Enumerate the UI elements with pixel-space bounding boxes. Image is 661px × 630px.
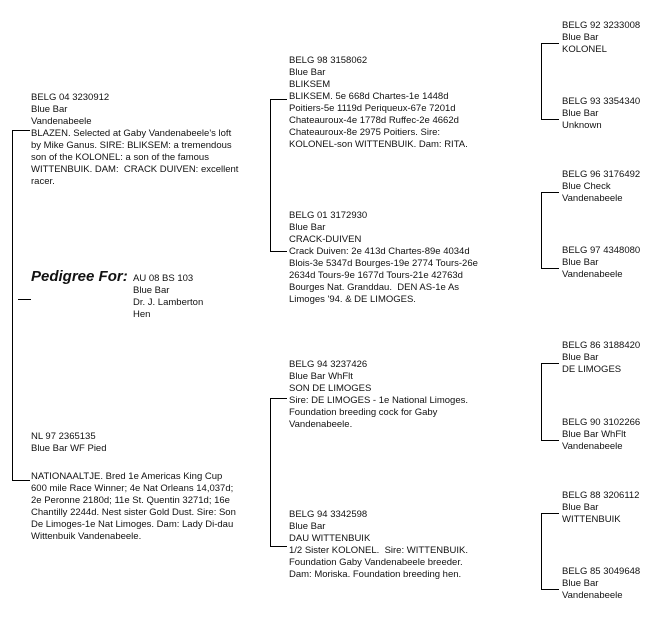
bracket-line — [12, 130, 30, 131]
ggp-card — [562, 96, 640, 132]
sire-sire-color: Blue Bar — [289, 67, 326, 78]
bracket-line — [541, 363, 559, 364]
bracket-line — [541, 513, 542, 589]
subject-sex: Hen — [133, 309, 151, 320]
bracket-line — [270, 99, 287, 100]
sire-sire-card — [289, 55, 468, 151]
ggp-band: BELG 86 3188420 — [562, 340, 641, 351]
bracket-line — [270, 398, 271, 546]
dam-dam-notes: 1/2 Sister KOLONEL. Sire: WITTENBUIK. Foundation Gaby Vandenabeele breeder. Dam: Moriska. Foundation breeding hen. — [289, 545, 468, 580]
sire-dam-color: Blue Bar — [289, 222, 326, 233]
ggp-band: BELG 88 3206112 — [562, 490, 640, 501]
ggp-band: BELG 85 3049648 — [562, 566, 641, 577]
ggp-color: Blue Bar — [562, 32, 599, 43]
ggp-color: Blue Bar — [562, 257, 599, 268]
sire-dam-band: BELG 01 3172930 — [289, 210, 368, 221]
ggp-card — [562, 566, 640, 602]
ggp-name: WITTENBUIK — [562, 514, 621, 525]
bracket-line — [12, 480, 30, 481]
bracket-line — [270, 398, 287, 399]
ggp-color: Blue Check — [562, 181, 611, 192]
ggp-card — [562, 417, 640, 453]
ggp-name: Vandenabeele — [562, 441, 623, 452]
sire-sire-name: BLIKSEM — [289, 79, 331, 90]
sire-dam-card — [289, 210, 478, 306]
dam-dam-band: BELG 94 3342598 — [289, 509, 368, 520]
ggp-color: Blue Bar — [562, 578, 599, 589]
bracket-line — [541, 43, 542, 119]
dam-band: NL 97 2365135 — [31, 431, 96, 442]
dam-sire-name: SON DE LIMOGES — [289, 383, 372, 394]
sire-card — [31, 92, 238, 188]
subject-band: AU 08 BS 103 — [133, 273, 194, 284]
ggp-band: BELG 92 3233008 — [562, 20, 641, 31]
ggp-band: BELG 90 3102266 — [562, 417, 641, 428]
ggp-card — [562, 20, 640, 56]
bracket-line — [270, 546, 287, 547]
dam-color: Blue Bar WF Pied — [31, 443, 107, 454]
ggp-color: Blue Bar — [562, 502, 599, 513]
ggp-name: Vandenabeele — [562, 269, 623, 280]
bracket-line — [270, 251, 287, 252]
sire-sire-band: BELG 98 3158062 — [289, 55, 368, 66]
dam-sire-notes: Sire: DE LIMOGES - 1e National Limoges. Foundation breeding cock for Gaby Vandenabeele. — [289, 395, 468, 430]
ggp-name: KOLONEL — [562, 44, 607, 55]
bracket-line — [541, 513, 559, 514]
bracket-line — [541, 192, 559, 193]
sire-dam-notes: Crack Duiven: 2e 413d Chartes-89e 4034d Blois-3e 5347d Bourges-19e 2774 Tours-26e 2634d Tours-9e 1677d Tours-21e 42763d Bourges Nat. Granddau. DEN AS-1e As Limoges '94. & DE LIMOGES. — [289, 246, 478, 305]
sire-breeder: Vandenabeele — [31, 116, 92, 127]
pedigree-title: Pedigree For: — [31, 268, 128, 285]
sire-color: Blue Bar — [31, 104, 68, 115]
bracket-line — [541, 43, 559, 44]
ggp-name: Unknown — [562, 120, 602, 131]
bracket-line — [541, 268, 559, 269]
ggp-band: BELG 93 3354340 — [562, 96, 641, 107]
ggp-band: BELG 96 3176492 — [562, 169, 641, 180]
subject-bird — [133, 273, 203, 321]
sire-dam-name: CRACK-DUIVEN — [289, 234, 362, 245]
subject-owner: Dr. J. Lamberton — [133, 297, 204, 308]
bracket-line — [18, 299, 31, 300]
bracket-line — [541, 589, 559, 590]
subject-color: Blue Bar — [133, 285, 170, 296]
sire-sire-notes: BLIKSEM. 5e 668d Chartes-1e 1448d Poitiers-5e 1119d Periqueux-67e 7201d Chateauroux-4e 1778d Ruffec-2e 4662d Chateauroux-8e 2975 Poitiers. Sire: KOLONEL-son WITTENBUIK. Dam: RITA. — [289, 91, 468, 150]
dam-dam-color: Blue Bar — [289, 521, 326, 532]
bracket-line — [541, 119, 559, 120]
dam-sire-card — [289, 359, 468, 431]
ggp-name: Vandenabeele — [562, 193, 623, 204]
sire-band: BELG 04 3230912 — [31, 92, 110, 103]
sire-notes: BLAZEN. Selected at Gaby Vandenabeele's loft by Mike Ganus. SIRE: BLIKSEM: a tremendous son of the KOLONEL: a son of the famous WITTENBUIK. DAM: CRACK DUIVEN: excellent racer. — [31, 128, 239, 187]
dam-sire-band: BELG 94 3237426 — [289, 359, 368, 370]
ggp-name: Vandenabeele — [562, 590, 623, 601]
bracket-line — [12, 130, 13, 480]
bracket-line — [541, 363, 542, 440]
ggp-color: Blue Bar WhFlt — [562, 429, 626, 440]
dam-dam-name: DAU WITTENBUIK — [289, 533, 371, 544]
dam-card — [31, 431, 236, 543]
ggp-card — [562, 340, 640, 376]
dam-dam-card — [289, 509, 468, 581]
bracket-line — [541, 440, 559, 441]
bracket-line — [270, 99, 271, 251]
ggp-color: Blue Bar — [562, 108, 599, 119]
bracket-line — [541, 192, 542, 268]
ggp-card — [562, 490, 639, 526]
ggp-band: BELG 97 4348080 — [562, 245, 641, 256]
ggp-color: Blue Bar — [562, 352, 599, 363]
dam-sire-color: Blue Bar WhFlt — [289, 371, 353, 382]
dam-notes: NATIONAALTJE. Bred 1e Americas King Cup 600 mile Race Winner; 4e Nat Orleans 14,037d; 2e Peronne 2180d; 11e St. Quentin 3271d; 16e Chantilly 2244d. Nest sister Gold Dust. Sire: Son De Limoges-1e Nat Limoges. Dam: Lady Di-dau Wittenbuik Vandenabeele. — [31, 471, 236, 542]
ggp-card — [562, 169, 640, 205]
ggp-name: DE LIMOGES — [562, 364, 622, 375]
ggp-card — [562, 245, 640, 281]
